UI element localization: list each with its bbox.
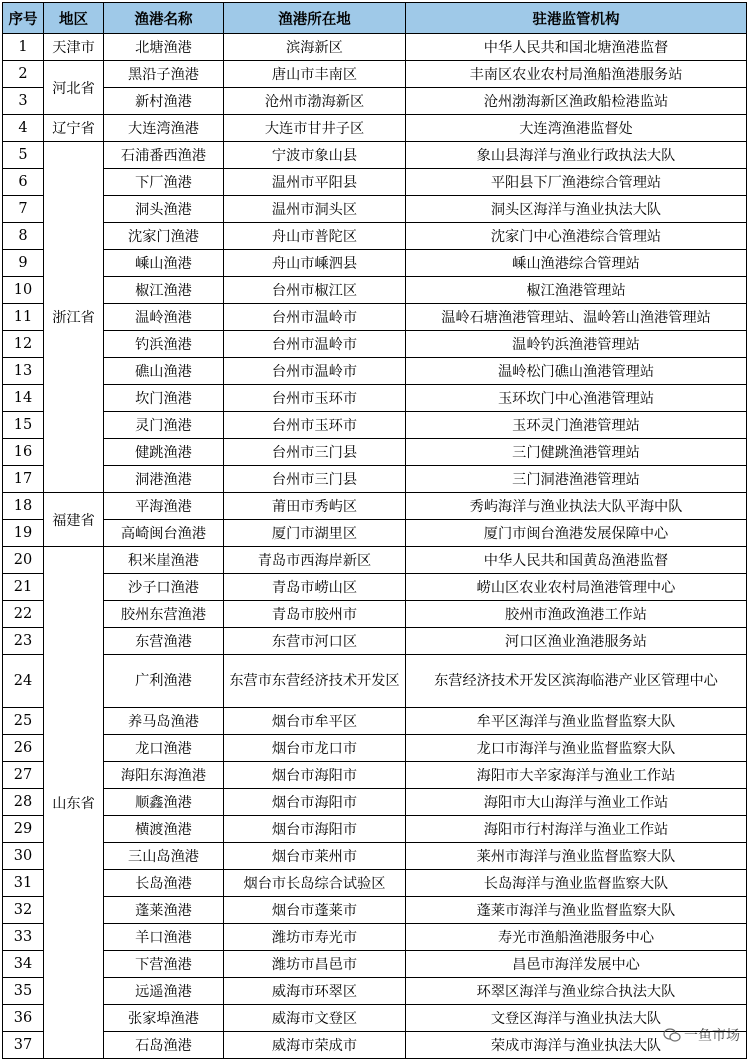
row-index: 12	[3, 331, 44, 358]
table-row	[3, 61, 747, 88]
row-index: 13	[3, 358, 44, 385]
agency-cell: 寿光市渔船渔港服务中心	[406, 924, 747, 951]
table-row	[3, 520, 747, 547]
location-cell: 烟台市牟平区	[224, 708, 406, 735]
location-cell: 烟台市海阳市	[224, 789, 406, 816]
table-row	[3, 493, 747, 520]
table-row	[3, 816, 747, 843]
row-index: 2	[3, 61, 44, 88]
row-index: 29	[3, 816, 44, 843]
region-cell: 辽宁省	[44, 115, 104, 142]
header-location: 渔港所在地	[224, 3, 406, 34]
port-name-cell: 下营渔港	[104, 951, 224, 978]
location-cell: 舟山市普陀区	[224, 223, 406, 250]
row-index: 14	[3, 385, 44, 412]
agency-cell: 东营经济技术开发区滨海临港产业区管理中心	[406, 655, 747, 708]
location-cell: 青岛市胶州市	[224, 601, 406, 628]
location-cell: 烟台市长岛综合试验区	[224, 870, 406, 897]
agency-cell: 崂山区农业农村局渔港管理中心	[406, 574, 747, 601]
location-cell: 宁波市象山县	[224, 142, 406, 169]
agency-cell: 大连湾渔港监督处	[406, 115, 747, 142]
row-index: 30	[3, 843, 44, 870]
agency-cell: 海阳市大辛家海洋与渔业工作站	[406, 762, 747, 789]
agency-cell: 温岭石塘渔港管理站、温岭箬山渔港管理站	[406, 304, 747, 331]
port-name-cell: 黑沿子渔港	[104, 61, 224, 88]
agency-cell: 嵊山渔港综合管理站	[406, 250, 747, 277]
table-row	[3, 1032, 747, 1059]
location-cell: 台州市温岭市	[224, 358, 406, 385]
port-name-cell: 东营渔港	[104, 628, 224, 655]
table-row	[3, 628, 747, 655]
location-cell: 烟台市莱州市	[224, 843, 406, 870]
port-name-cell: 横渡渔港	[104, 816, 224, 843]
port-name-cell: 远遥渔港	[104, 978, 224, 1005]
table-row	[3, 277, 747, 304]
region-cell: 河北省	[44, 61, 104, 115]
table-row	[3, 223, 747, 250]
location-cell: 滨海新区	[224, 34, 406, 61]
row-index: 8	[3, 223, 44, 250]
table-row	[3, 924, 747, 951]
port-name-cell: 灵门渔港	[104, 412, 224, 439]
agency-cell: 象山县海洋与渔业行政执法大队	[406, 142, 747, 169]
table-row	[3, 951, 747, 978]
location-cell: 台州市温岭市	[224, 304, 406, 331]
table-row	[3, 142, 747, 169]
region-cell: 浙江省	[44, 142, 104, 493]
agency-cell: 中华人民共和国黄岛渔港监督	[406, 547, 747, 574]
agency-cell: 玉环灵门渔港管理站	[406, 412, 747, 439]
port-name-cell: 积米崖渔港	[104, 547, 224, 574]
table-row	[3, 708, 747, 735]
row-index: 18	[3, 493, 44, 520]
location-cell: 烟台市龙口市	[224, 735, 406, 762]
table-row	[3, 169, 747, 196]
port-name-cell: 椒江渔港	[104, 277, 224, 304]
location-cell: 青岛市西海岸新区	[224, 547, 406, 574]
agency-cell: 平阳县下厂渔港综合管理站	[406, 169, 747, 196]
agency-cell: 长岛海洋与渔业监督监察大队	[406, 870, 747, 897]
table-row	[3, 574, 747, 601]
port-name-cell: 钓浜渔港	[104, 331, 224, 358]
row-index: 15	[3, 412, 44, 439]
row-index: 35	[3, 978, 44, 1005]
location-cell: 青岛市崂山区	[224, 574, 406, 601]
table-row	[3, 843, 747, 870]
agency-cell: 三门健跳渔港管理站	[406, 439, 747, 466]
header-port-name: 渔港名称	[104, 3, 224, 34]
agency-cell: 温岭钓浜渔港管理站	[406, 331, 747, 358]
row-index: 9	[3, 250, 44, 277]
port-name-cell: 平海渔港	[104, 493, 224, 520]
location-cell: 台州市三门县	[224, 439, 406, 466]
port-name-cell: 下厂渔港	[104, 169, 224, 196]
location-cell: 台州市椒江区	[224, 277, 406, 304]
port-name-cell: 张家埠渔港	[104, 1005, 224, 1032]
port-name-cell: 北塘渔港	[104, 34, 224, 61]
port-name-cell: 广利渔港	[104, 655, 224, 708]
table-row	[3, 250, 747, 277]
header-row	[3, 3, 747, 34]
header-index: 序号	[3, 3, 44, 34]
table-row	[3, 762, 747, 789]
table-row	[3, 897, 747, 924]
row-index: 17	[3, 466, 44, 493]
table-row	[3, 789, 747, 816]
row-index: 4	[3, 115, 44, 142]
row-index: 21	[3, 574, 44, 601]
port-name-cell: 石浦番西渔港	[104, 142, 224, 169]
port-name-cell: 胶州东营渔港	[104, 601, 224, 628]
agency-cell: 海阳市行村海洋与渔业工作站	[406, 816, 747, 843]
location-cell: 厦门市湖里区	[224, 520, 406, 547]
agency-cell: 龙口市海洋与渔业监督监察大队	[406, 735, 747, 762]
row-index: 16	[3, 439, 44, 466]
watermark	[663, 1025, 740, 1045]
location-cell: 温州市洞头区	[224, 196, 406, 223]
location-cell: 烟台市海阳市	[224, 816, 406, 843]
port-name-cell: 礁山渔港	[104, 358, 224, 385]
row-index: 32	[3, 897, 44, 924]
watermark-text: 一鱼市场	[684, 1028, 740, 1044]
port-name-cell: 蓬莱渔港	[104, 897, 224, 924]
table-row	[3, 655, 747, 708]
wechat-icon	[663, 1028, 681, 1042]
port-name-cell: 沈家门渔港	[104, 223, 224, 250]
port-name-cell: 大连湾渔港	[104, 115, 224, 142]
agency-cell: 胶州市渔政渔港工作站	[406, 601, 747, 628]
port-name-cell: 龙口渔港	[104, 735, 224, 762]
agency-cell: 莱州市海洋与渔业监督监察大队	[406, 843, 747, 870]
row-index: 10	[3, 277, 44, 304]
table-row	[3, 34, 747, 61]
fishing-port-table	[2, 2, 747, 1059]
location-cell: 温州市平阳县	[224, 169, 406, 196]
port-name-cell: 新村渔港	[104, 88, 224, 115]
port-name-cell: 顺鑫渔港	[104, 789, 224, 816]
table-row	[3, 978, 747, 1005]
location-cell: 台州市温岭市	[224, 331, 406, 358]
table-row	[3, 385, 747, 412]
agency-cell: 丰南区农业农村局渔船渔港服务站	[406, 61, 747, 88]
agency-cell: 沧州渤海新区渔政船检港监站	[406, 88, 747, 115]
location-cell: 威海市环翠区	[224, 978, 406, 1005]
table-row	[3, 466, 747, 493]
table-row	[3, 439, 747, 466]
row-index: 11	[3, 304, 44, 331]
port-name-cell: 嵊山渔港	[104, 250, 224, 277]
agency-cell: 沈家门中心渔港综合管理站	[406, 223, 747, 250]
row-index: 37	[3, 1032, 44, 1059]
port-name-cell: 沙子口渔港	[104, 574, 224, 601]
location-cell: 潍坊市寿光市	[224, 924, 406, 951]
agency-cell: 温岭松门礁山渔港管理站	[406, 358, 747, 385]
table-row	[3, 304, 747, 331]
port-name-cell: 温岭渔港	[104, 304, 224, 331]
agency-cell: 蓬莱市海洋与渔业监督监察大队	[406, 897, 747, 924]
location-cell: 潍坊市昌邑市	[224, 951, 406, 978]
row-index: 7	[3, 196, 44, 223]
table-row	[3, 870, 747, 897]
table-row	[3, 115, 747, 142]
location-cell: 大连市甘井子区	[224, 115, 406, 142]
agency-cell: 荣成市海洋与渔业执法大队	[406, 1032, 747, 1059]
table-row	[3, 331, 747, 358]
agency-cell: 椒江渔港管理站	[406, 277, 747, 304]
agency-cell: 中华人民共和国北塘渔港监督	[406, 34, 747, 61]
header-region: 地区	[44, 3, 104, 34]
table-row	[3, 547, 747, 574]
agency-cell: 洞头区海洋与渔业执法大队	[406, 196, 747, 223]
row-index: 33	[3, 924, 44, 951]
location-cell: 威海市文登区	[224, 1005, 406, 1032]
row-index: 25	[3, 708, 44, 735]
agency-cell: 环翠区海洋与渔业综合执法大队	[406, 978, 747, 1005]
agency-cell: 海阳市大山海洋与渔业工作站	[406, 789, 747, 816]
location-cell: 舟山市嵊泗县	[224, 250, 406, 277]
row-index: 26	[3, 735, 44, 762]
location-cell: 台州市三门县	[224, 466, 406, 493]
row-index: 34	[3, 951, 44, 978]
location-cell: 唐山市丰南区	[224, 61, 406, 88]
row-index: 3	[3, 88, 44, 115]
location-cell: 烟台市蓬莱市	[224, 897, 406, 924]
port-name-cell: 海阳东海渔港	[104, 762, 224, 789]
port-name-cell: 长岛渔港	[104, 870, 224, 897]
row-index: 1	[3, 34, 44, 61]
table-row	[3, 358, 747, 385]
agency-cell: 三门洞港渔港管理站	[406, 466, 747, 493]
table-row	[3, 412, 747, 439]
row-index: 23	[3, 628, 44, 655]
row-index: 31	[3, 870, 44, 897]
row-index: 22	[3, 601, 44, 628]
region-cell: 山东省	[44, 547, 104, 1059]
location-cell: 莆田市秀屿区	[224, 493, 406, 520]
location-cell: 台州市玉环市	[224, 385, 406, 412]
table-row	[3, 1005, 747, 1032]
row-index: 28	[3, 789, 44, 816]
region-cell: 天津市	[44, 34, 104, 61]
location-cell: 台州市玉环市	[224, 412, 406, 439]
location-cell: 东营市河口区	[224, 628, 406, 655]
agency-cell: 昌邑市海洋发展中心	[406, 951, 747, 978]
agency-cell: 牟平区海洋与渔业监督监察大队	[406, 708, 747, 735]
agency-cell: 河口区渔业渔港服务站	[406, 628, 747, 655]
location-cell: 东营市东营经济技术开发区	[224, 655, 406, 708]
port-name-cell: 羊口渔港	[104, 924, 224, 951]
table-row	[3, 601, 747, 628]
location-cell: 威海市荣成市	[224, 1032, 406, 1059]
port-name-cell: 洞头渔港	[104, 196, 224, 223]
table-row	[3, 196, 747, 223]
port-name-cell: 三山岛渔港	[104, 843, 224, 870]
agency-cell: 文登区海洋与渔业执法大队	[406, 1005, 747, 1032]
agency-cell: 厦门市闽台渔港发展保障中心	[406, 520, 747, 547]
row-index: 6	[3, 169, 44, 196]
row-index: 20	[3, 547, 44, 574]
port-name-cell: 养马岛渔港	[104, 708, 224, 735]
region-cell: 福建省	[44, 493, 104, 547]
row-index: 19	[3, 520, 44, 547]
table-row	[3, 88, 747, 115]
location-cell: 沧州市渤海新区	[224, 88, 406, 115]
agency-cell: 秀屿海洋与渔业执法大队平海中队	[406, 493, 747, 520]
port-name-cell: 洞港渔港	[104, 466, 224, 493]
row-index: 5	[3, 142, 44, 169]
header-agency: 驻港监管机构	[406, 3, 747, 34]
port-name-cell: 坎门渔港	[104, 385, 224, 412]
row-index: 27	[3, 762, 44, 789]
table-row	[3, 735, 747, 762]
row-index: 24	[3, 655, 44, 708]
port-name-cell: 石岛渔港	[104, 1032, 224, 1059]
port-name-cell: 高崎闽台渔港	[104, 520, 224, 547]
agency-cell: 玉环坎门中心渔港管理站	[406, 385, 747, 412]
port-name-cell: 健跳渔港	[104, 439, 224, 466]
row-index: 36	[3, 1005, 44, 1032]
location-cell: 烟台市海阳市	[224, 762, 406, 789]
table-body	[3, 34, 747, 1059]
